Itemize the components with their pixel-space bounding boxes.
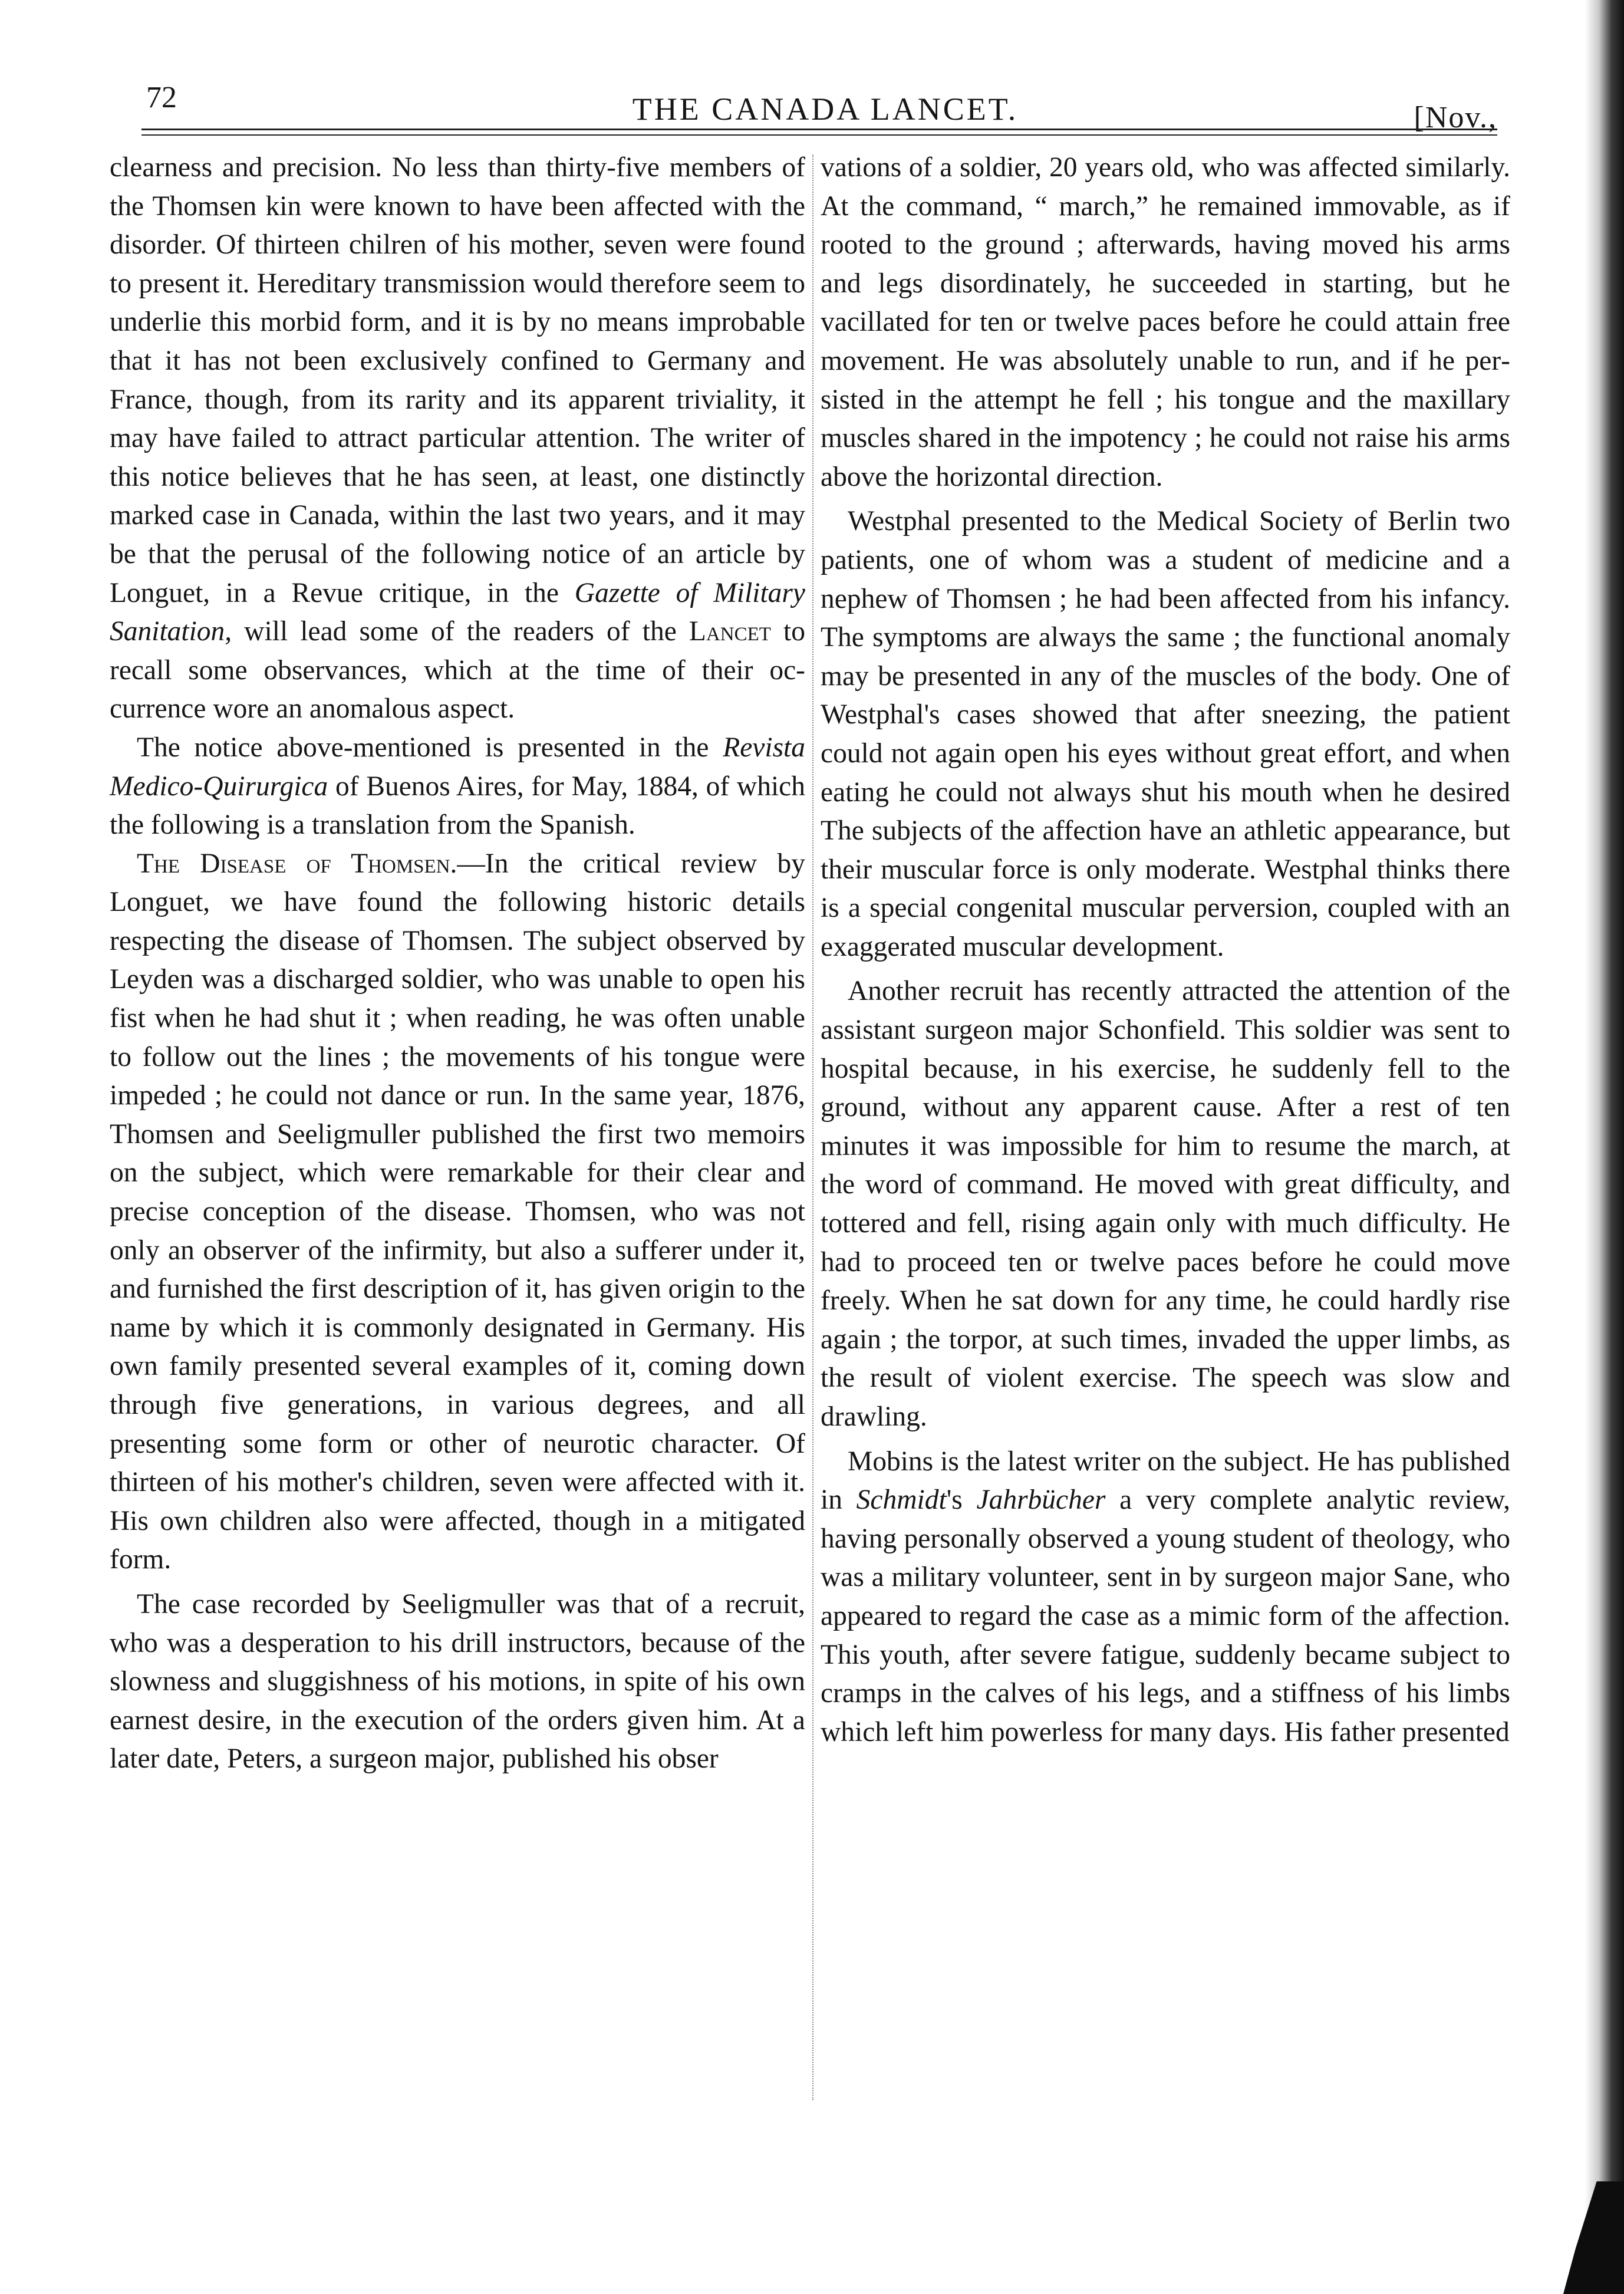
left-p2-end: of Buenos Aires, for May, 1884, of which the following is a translation from the Spanish. (110, 771, 805, 841)
right-p1-text: vations of a soldier, 20 years old, who was affected similarly. At the command, “ march,” he remained immovable, as if rooted to the ground ; afterwards, having moved his arms and legs disordinately, he succeeded in starting, but he vacillated for ten or twelve paces before he could attain free movement. He was absolutely unable to run, and if he persisted in the attempt he fell ; his tongue and the maxillary muscles shared in the impotency ; he could not raise his arms above the horizontal direction. (821, 152, 1510, 492)
right-p3-text: Another recruit has recently attracted the attention of the assistant surgeon major Schonfield. This soldier was sent to hospital because, in his exercise, he suddenly fell to the ground, without any apparent cause. After a rest of ten minutes it was impossible for him to resume the march, at the word of command. He moved with great difficulty, and tottered and fell, rising again only with much difficulty. He had to proceed ten or twelve paces before he could move freely. When he sat down for any time, he could hardly rise again ; the torpor, at such times, invaded the upper limbs, as the result of violent exercise. The speech was slow and drawling. (821, 976, 1510, 1432)
left-p1-end: to recall some observances, which at the time of their occurrence wore an anomalous aspect. (110, 616, 805, 725)
left-p3-body: —In the critical review by Longuet, we have found the following historic details respecting the disease of Thomsen. The subject observed by Leyden was a discharged soldier, who was unable to open his fist when he had shut it ; when reading, he was often unable to follow out the lines ; the movements of his tongue were impeded ; he could not dance or run. In the same year, 1876, Thomsen and Seeligmuller published the first two memoirs on the subject, which were remarkable for their clear and precise conception of the disease. Thomsen, who was not only an observer of the infirmity, but also a sufferer under it, and furnished the first description of it, has given origin to the name by which it is commonly designated in Germany. His own family presented several examples of it, coming down through five generations, in various degrees, and all presenting some form or other of neurotic character. Of thirteen of his mother's children, seven were affected with it. His own children also were affected, though in a mitigated form. (110, 848, 806, 1575)
right-p4-start: Mobins is the latest writer on the subject. He has published in (821, 1446, 1510, 1516)
gazette-title: Gazette of Military Sanitation, (110, 577, 805, 647)
running-head (141, 77, 1509, 134)
left-column (110, 149, 805, 1779)
left-p2-start: The notice above-mentioned is presented in the (137, 732, 723, 763)
right-p4-end: a very complete analytic review, having personally observed a young student of theology, who was a military volunteer, sent in by surgeon major Sane, who appeared to regard the case as a mimic form of the affection. This youth, after severe fatigue, suddenly became subject to cramps in the calves of his legs, and a stiffness of his limbs which left him powerless for many days. His father presented (821, 1485, 1511, 1747)
revista-title: Revista Medico-Quirurgica (110, 732, 805, 802)
left-paragraph-1 (110, 149, 805, 729)
schmidt-name: Schmidt (856, 1485, 947, 1516)
page-number: 72 (146, 81, 177, 114)
left-paragraph-2 (110, 729, 805, 845)
issue-month: [Nov., (1414, 101, 1497, 134)
left-p1-text: clearness and precision. No less than thirty-five members of the Thomsen kin were known to have been affected with the disorder. Of thirteen chilren of his mother, seven were found to present it. Hereditary transmission would therefore seem to underlie this morbid form, and it is by no means improbable that it has not been exclusively confined to Germany and France, though, from its rarity and its apparent triviality, it may have failed to attract particular attention. The writer of this notice believes that he has seen, at least, one distinctly marked case in Canada, within the last two years, and it may be that the perusal of the following notice of an article by Longuet, in a Revue critique, in the (110, 152, 805, 608)
right-paragraph-2 (821, 502, 1510, 966)
right-p2-text: Westphal presented to the Medical Society of Berlin two patients, one of whom was a student of medicine and a nephew of Thomsen ; he had been affected from his infancy. The symptoms are always the same ; the functional anomaly may be presented in any of the muscles of the body. One of Westphal's cases showed that after sneezing, the patient could not again open his eyes without great effort, and when eating he could not always shut his mouth when he desired The subjects of the affection have an athletic appearance, but their muscular force is only moderate. Westphal thinks there is a special congenital muscular perversion, coupled with an exaggerated muscular development. (821, 506, 1510, 962)
header-rule (141, 129, 1497, 130)
right-paragraph-4 (821, 1443, 1510, 1752)
column-divider (812, 154, 813, 2100)
right-p4-between: 's (946, 1485, 977, 1516)
right-paragraph-3 (821, 972, 1510, 1436)
jahrbucher-title: Jahrbücher (976, 1485, 1106, 1516)
lancet-smallcaps: Lancet (689, 616, 771, 647)
page-edge-shadow (1568, 0, 1624, 2294)
right-paragraph-1 (821, 149, 1510, 496)
section-heading: The Disease of Thomsen. (137, 848, 457, 879)
left-paragraph-3 (110, 845, 805, 1579)
header-rule-thin (141, 134, 1497, 136)
journal-title: THE CANADA LANCET. (632, 91, 1019, 127)
left-p1-mid: will lead some of the readers of the (232, 616, 689, 647)
left-p4-text: The case recorded by Seeligmuller was that of a recruit, who was a desperation to his drill instructors, because of the slowness and sluggishness of his motions, in spite of his own earnest desire, in the execution of the orders given him. At a later date, Peters, a surgeon major, published his obser (110, 1588, 805, 1775)
left-paragraph-4 (110, 1585, 805, 1779)
right-column (821, 149, 1510, 1752)
